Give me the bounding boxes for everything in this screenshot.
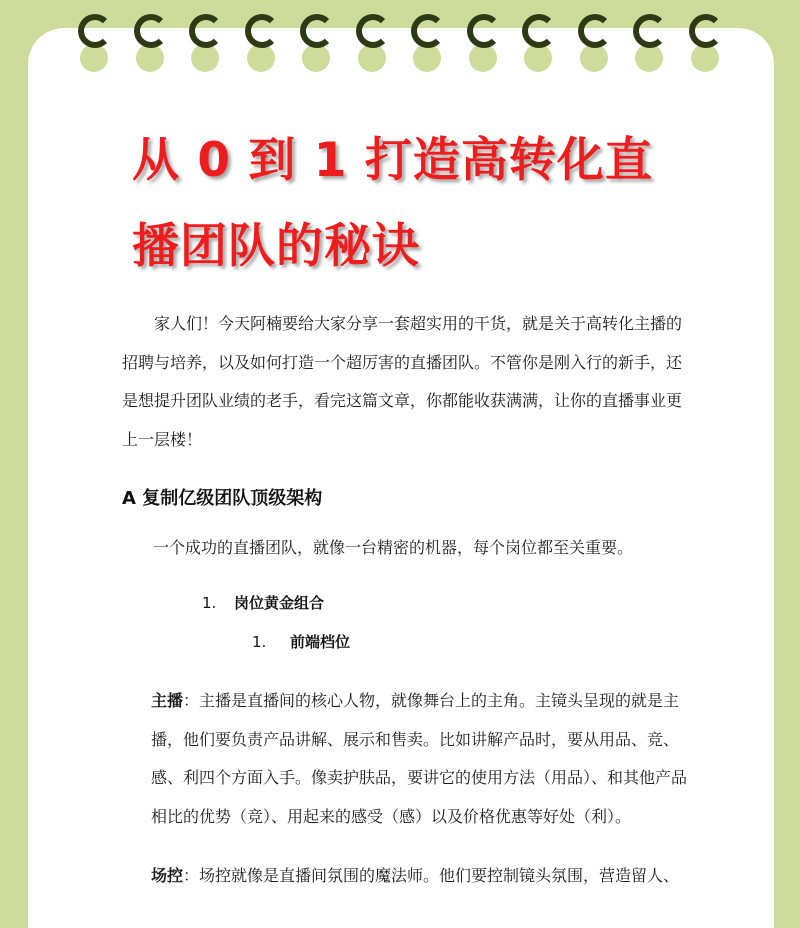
ring-hole bbox=[191, 44, 219, 72]
list-text: 岗位黄金组合 bbox=[234, 594, 325, 612]
list-number: 1. bbox=[252, 633, 267, 651]
ring-hole bbox=[580, 44, 608, 72]
section-lead: 一个成功的直播团队，就像一台精密的机器，每个岗位都至关重要。 bbox=[153, 538, 634, 557]
ring-arc bbox=[78, 14, 112, 48]
page-title: 从 0 到 1 打造高转化直播团队的秘诀 bbox=[132, 133, 653, 274]
ring-hole bbox=[358, 44, 386, 72]
ring-arc bbox=[300, 14, 334, 48]
list-number: 1. bbox=[202, 594, 217, 612]
ring-hole bbox=[80, 44, 108, 72]
binder-ring-icon bbox=[245, 14, 279, 70]
role-description: ：主播是直播间的核心人物，就像舞台上的主角。主镜头呈现的就是主播，他们要负责产品讲解、展示和售卖。比如讲解产品时，要从用品、竞、感、利四个方面入手。像卖护肤品，要讲它的使用方法（用品）、和其他产品相比的优势（竞）、用起来的感受（感）以及价格优惠等好处（利）。 bbox=[151, 691, 688, 826]
ring-arc bbox=[411, 14, 445, 48]
list-item-level1 bbox=[202, 592, 324, 613]
ring-arc bbox=[134, 14, 168, 48]
ring-arc bbox=[522, 14, 556, 48]
role-name: 场控 bbox=[151, 866, 184, 885]
binder-ring-icon bbox=[411, 14, 445, 70]
binder-ring-icon bbox=[78, 14, 112, 70]
binder-ring-icon bbox=[134, 14, 168, 70]
role-controller-paragraph bbox=[151, 857, 691, 896]
list-text: 前端档位 bbox=[290, 633, 351, 651]
intro-paragraph: 家人们！今天阿楠要给大家分享一套超实用的干货，就是关于高转化主播的招聘与培养，以及如何打造一个超厉害的直播团队。不管你是刚入行的新手，还是想提升团队业绩的老手，看完这篇文章，你都能收获满满，让你的直播事业更上一层楼！ bbox=[122, 314, 683, 449]
binder-ring-icon bbox=[522, 14, 556, 70]
role-name: 主播 bbox=[151, 691, 184, 710]
binder-rings bbox=[0, 0, 800, 90]
ring-hole bbox=[247, 44, 275, 72]
section-heading: A 复制亿级团队顶级架构 bbox=[122, 488, 323, 509]
binder-ring-icon bbox=[633, 14, 667, 70]
list-item-level2 bbox=[252, 631, 350, 652]
ring-hole bbox=[691, 44, 719, 72]
binder-ring-icon bbox=[300, 14, 334, 70]
ring-hole bbox=[635, 44, 663, 72]
ring-arc bbox=[689, 14, 723, 48]
binder-ring-icon bbox=[578, 14, 612, 70]
ring-hole bbox=[524, 44, 552, 72]
binder-ring-icon bbox=[689, 14, 723, 70]
binder-ring-icon bbox=[356, 14, 390, 70]
ring-hole bbox=[302, 44, 330, 72]
ring-arc bbox=[189, 14, 223, 48]
binder-ring-icon bbox=[467, 14, 501, 70]
ring-arc bbox=[633, 14, 667, 48]
ring-arc bbox=[245, 14, 279, 48]
role-description: ：场控就像是直播间氛围的魔法师。他们要控制镜头氛围，营造留人、 bbox=[183, 866, 680, 885]
ring-arc bbox=[578, 14, 612, 48]
ring-arc bbox=[467, 14, 501, 48]
binder-ring-icon bbox=[189, 14, 223, 70]
ring-arc bbox=[356, 14, 390, 48]
ring-hole bbox=[469, 44, 497, 72]
ring-hole bbox=[413, 44, 441, 72]
role-anchor-paragraph bbox=[151, 682, 691, 836]
ring-hole bbox=[136, 44, 164, 72]
